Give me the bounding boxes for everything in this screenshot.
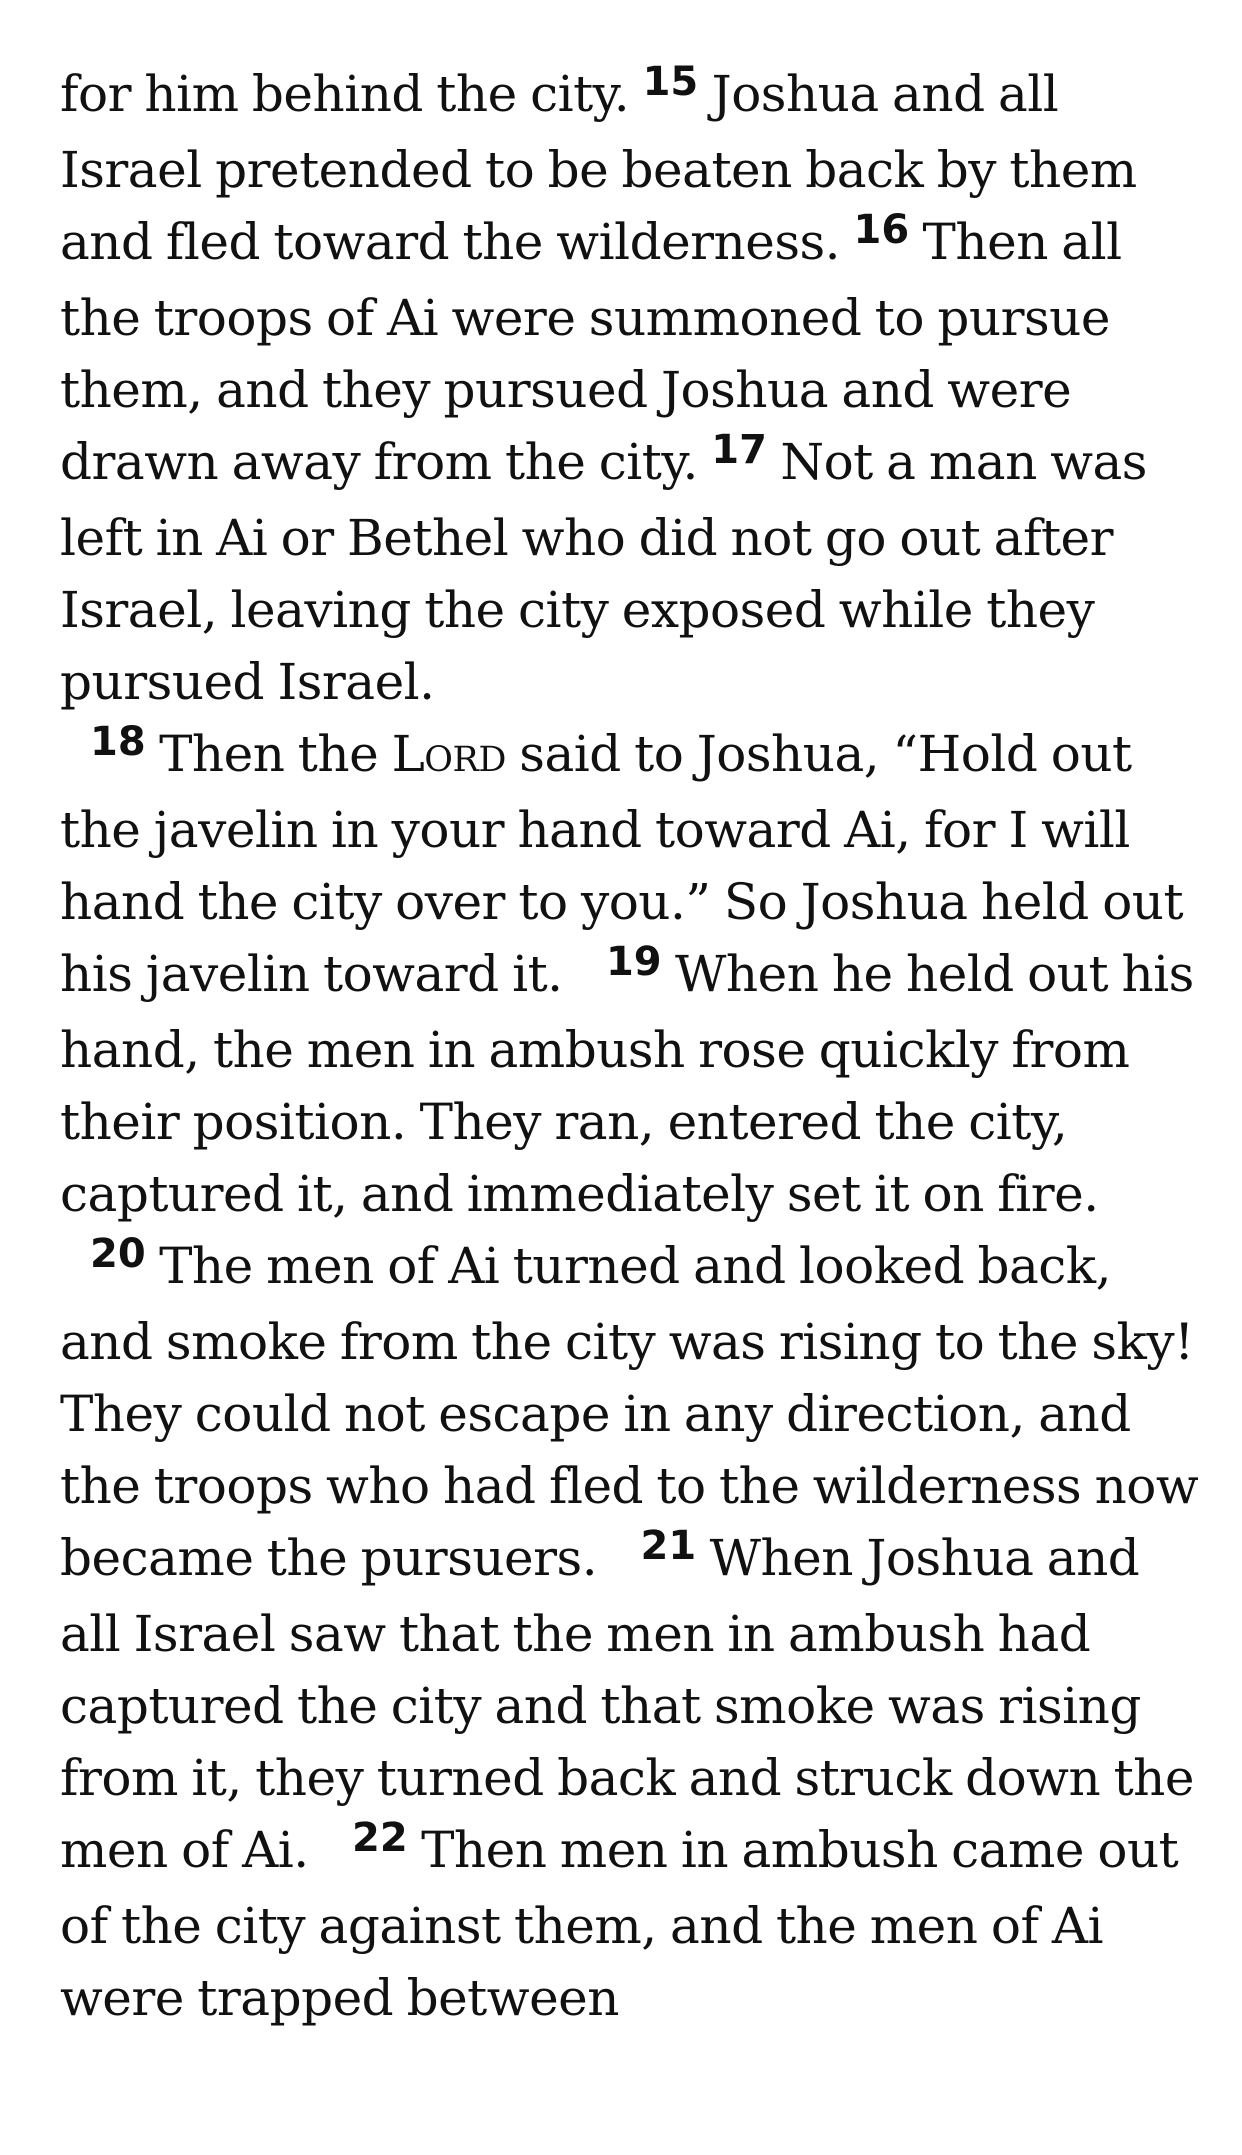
paragraph-3 xyxy=(60,1230,1210,2034)
reader-page xyxy=(60,58,1210,2034)
verse-text: Then the xyxy=(145,725,392,783)
verse-number-20: 20 xyxy=(90,1231,146,1277)
verse-text: Joshua and all Israel pretended to be beaten back by them and fled toward the wilderness. xyxy=(60,65,1137,271)
verse-text: Then men in ambush came out of the city against them, and the men of Ai were trapped between xyxy=(60,1821,1179,2027)
verse-number-21: 21 xyxy=(640,1523,697,1569)
paragraph-2 xyxy=(60,718,1210,1230)
verse-number-17: 17 xyxy=(711,427,767,473)
verse-text: When he held out his hand, the men in ambush rose quickly from their position. They ran, entered the city, captured it, and immediately set it on fire. xyxy=(60,945,1194,1223)
verse-text: Then all the troops of Ai were summoned to pursue them, and they pursued Joshua and were drawn away from the city. xyxy=(60,213,1122,491)
verse-number-15: 15 xyxy=(642,59,699,105)
verse-number-18: 18 xyxy=(90,719,146,765)
verse-text: The men of Ai turned and looked back, and smoke from the city was rising to the sky! They could not escape in any direction, and the troops who had fled to the wilderness now became the pursuers. xyxy=(60,1237,1199,1587)
verse-text: for him behind the city. xyxy=(60,65,630,123)
verse-text: Not a man was left in Ai or Bethel who did not go out after Israel, leaving the city exposed while they pursued Israel. xyxy=(60,433,1147,711)
paragraph-1 xyxy=(60,58,1210,718)
divine-name: Lord xyxy=(391,725,506,783)
verse-number-19: 19 xyxy=(605,939,662,985)
verse-text: When Joshua and all Israel saw that the men in ambush had captured the city and that smoke was rising from it, they turned back and struck down the men of Ai. xyxy=(60,1529,1194,1879)
verse-number-16: 16 xyxy=(853,207,910,253)
verse-number-22: 22 xyxy=(352,1815,408,1861)
verse-text: said to Joshua, “Hold out the javelin in your hand toward Ai, for I will hand the city over to you.” So Joshua held out his javelin toward it. xyxy=(60,725,1184,1003)
